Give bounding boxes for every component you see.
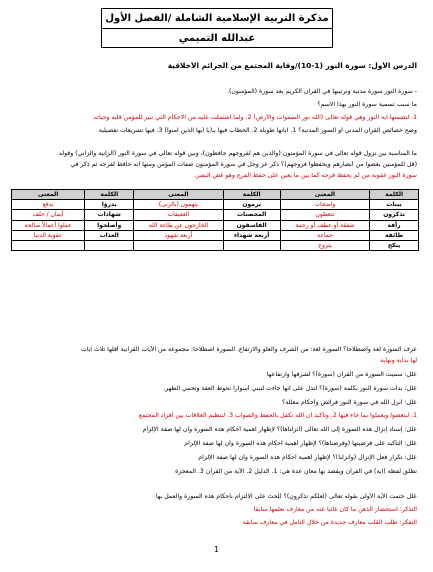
table-cell: يتزوج — [280, 240, 370, 250]
table-cell: أيمان / حلف — [12, 210, 85, 220]
table-header: الكلمة — [85, 190, 134, 200]
table-cell: تتعظون — [280, 210, 370, 220]
qa-line: علل: سميت السورة من القرآن (سورة)؟ لشرفها وارتفاعها — [266, 371, 417, 378]
qa-line: تطلق لفظة (آية) في القرآن ويقصد بها معان عدة هي: 1. الدليل 2. الآية من القرآن 3. المعجزة — [175, 468, 417, 475]
table-cell: العذاب — [85, 230, 134, 240]
table-cell: الفاسقون — [223, 220, 280, 230]
table-cell: يرمون — [223, 200, 280, 210]
table-row — [12, 220, 419, 230]
table-cell: شهادات — [85, 210, 134, 220]
intro-question: ما سبب تسمية سورة النور بهذا الاسم؟ — [317, 101, 417, 108]
header-box — [101, 8, 333, 48]
vocabulary-table — [11, 189, 419, 251]
qa-line: علل: تكرار فعل الإنزال (وأنزلنا)؟ لإظهار أهمية أحكام هذه السورة وأن لها صفة الإلزام — [198, 454, 417, 461]
table-header: الكلمة — [223, 190, 280, 200]
qa-line: 1. ليتعضوا ويعملوا بما جاء فيها 2. وتأكيد أن الله تكفل بالحفظ والصواب 3. لتنظيم العلاقات بين أفراد المجتمع — [138, 412, 417, 419]
relation-line: ما المناسبة بين نزول قوله تعالى في سورة المؤمنون:(والذين هم لفروجهم حافظون)، وبين قوله تعالى في سورة النور (الزانية والزاني) وقوله — [58, 150, 417, 157]
table-cell: المحصنات — [223, 210, 280, 220]
document-title: مذكرة التربية الإسلامية الشاملة /الفصل الأول — [105, 13, 329, 24]
intro-line: - سورة النور سورة مدنية وترتيبها في القرآن الكريم بعد سورة (المؤمنون). — [227, 88, 417, 95]
table-row — [12, 230, 419, 240]
relation-line: (قل للمؤمنين يغضوا من أبصارهم ويحفظوا فروجهم)؟ ذكر عز وجل في سورة المؤمنون صفات المؤمن ومنها أنه حافظ لفرجه ثم ذكر في — [70, 161, 417, 168]
table-cell: رأفة — [370, 220, 419, 230]
qa-line: عرف السورة لغة واصطلاحاً؟ السورة لغة: من الشرف والعلو والارتفاع. السورة اصطلاحاً: مجموعة من الآيات القرآنية أقلها ثلاث آيات — [80, 346, 417, 353]
closing-line: التذكر: استحضار الذهن ما كان غائبا عنه من معارف تعلمها سابقا — [253, 506, 417, 513]
qa-line: علل: أنزل الله في سورة النور فرائض وأحكام معللة؟ — [281, 399, 417, 406]
madani-features: وضح خصائص القرآن المدني أو السور المدنية؟ 1. آياتها طويلة 2. الخطاب فيها بـ(يا أيها الذين آمنوا) 3. فيها تشريعات تفصيلية — [98, 127, 417, 134]
table-cell: العفيفات — [134, 210, 224, 220]
table-row — [12, 200, 419, 210]
table-row — [12, 210, 419, 220]
qa-line: علل: إسناد إنزال هذه السورة إلى الله تعالى (أنزلناها)؟ لإظهار أهمية أحكام هذه السورة وأن لها صفة الإلزام — [142, 426, 417, 433]
qa-line: لها بداية ونهاية — [380, 357, 417, 364]
table-cell: طائفة — [370, 230, 419, 240]
closing-line: التفكر: طلب القلب معارف جديدة من خلال التأمل في معارف سابقة — [242, 519, 417, 526]
page-number: 1 — [213, 545, 220, 554]
table-cell: عملوا أعمالاً صالحة — [12, 220, 85, 230]
table-cell — [85, 240, 134, 250]
table-header: المعنى — [134, 190, 224, 200]
table-cell: أربعة شهود — [134, 230, 224, 240]
author-name: عبدالله التميمي — [102, 28, 332, 48]
table-row — [12, 240, 419, 250]
table-cell — [12, 240, 85, 250]
table-cell: يدرؤا — [85, 200, 134, 210]
table-cell: عقوبة الدنيا — [12, 230, 85, 240]
closing-line: علل ختمت الآية الأولى بقوله تعالى (لعلكم تذكرون)؟ للحث على الالتزام بأحكام هذه السورة والعمل بها — [155, 493, 417, 500]
table-cell: أربعة شهداء — [223, 230, 280, 240]
table-header: الكلمة — [370, 190, 419, 200]
lesson-title: الدرس الأول: سورة النور (1-10)/وقاية المجتمع من الجرائم الأخلاقية — [167, 62, 417, 70]
table-cell: شفقة أو عطف أو رحمة — [280, 220, 370, 230]
table-cell: جماعة — [280, 230, 370, 240]
table-cell: تذكرون — [370, 210, 419, 220]
table-cell: واضحات — [280, 200, 370, 210]
table-cell: يتهمون (بالزنى) — [134, 200, 224, 210]
table-cell: يدفع — [12, 200, 85, 210]
table-cell: ينكح — [370, 240, 419, 250]
qa-line: علل: بدأت سورة النور بكلمة (سورة)؟ لتدل على أنها جاءت لتبني أسوارا تحوط العفة وتحمي الطهر. — [163, 385, 417, 392]
table-cell: الخارجون عن طاعة الله — [134, 220, 224, 230]
table-header-row — [12, 190, 419, 200]
table-cell — [223, 240, 280, 250]
qa-line: علل: التأكيد على فرضيتها (وفرضناها)؟ لإظهار أهمية أحكام هذه السورة وأن لها صفة الإلزام — [184, 440, 417, 447]
relation-line: سورة النور عقوبة من لم يحفظ فرجه كما بين ما يعين على حفظ الفرج وهو غض البصر. — [194, 172, 417, 179]
intro-answer: 1. لتضمنها آية النور وهي قوله تعالى (الله نور السموات والأرض) 2. ولما اشتملت عليه من الاحكام التي تنير للمؤمن قلبه وحياته. — [91, 114, 417, 121]
table-cell: بينات — [370, 200, 419, 210]
table-header: المعنى — [12, 190, 85, 200]
table-header: المعنى — [280, 190, 370, 200]
table-cell: وأصلحوا — [85, 220, 134, 230]
table-cell — [134, 240, 224, 250]
